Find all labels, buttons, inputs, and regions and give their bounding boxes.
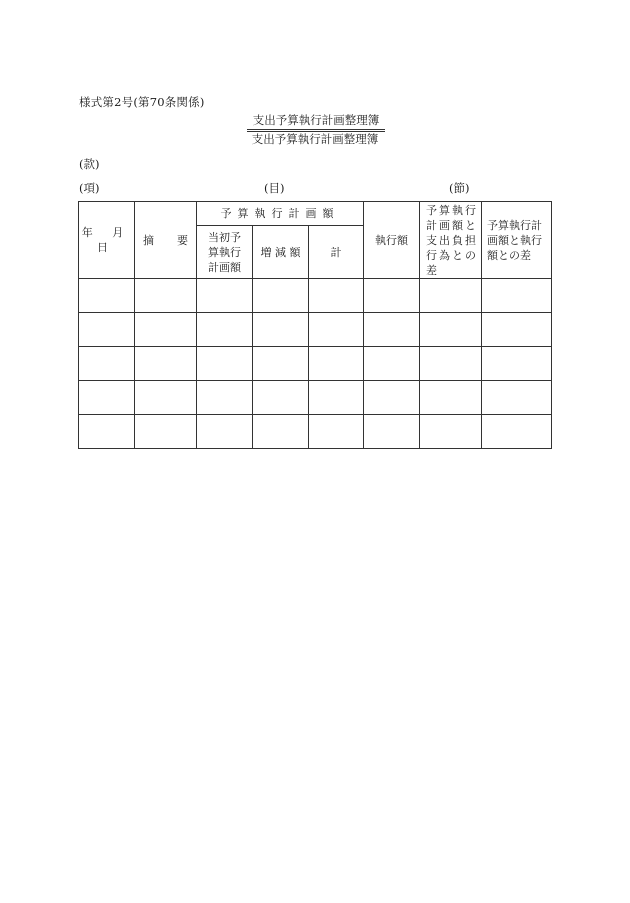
ledger-table	[78, 201, 552, 449]
header-initial-l2: 算執行	[208, 245, 241, 259]
header-initial-l3: 計画額	[208, 260, 241, 274]
table-cell	[309, 347, 364, 381]
table-cell	[253, 347, 309, 381]
table-cell	[253, 415, 309, 449]
table-cell	[135, 347, 197, 381]
table-cell	[135, 415, 197, 449]
header-diff-burden-l5: 差	[426, 263, 439, 277]
header-executed-text: 執行額	[375, 233, 408, 247]
header-executed	[364, 202, 420, 279]
header-change	[253, 226, 309, 279]
header-diff-burden-l1: 予算執行	[426, 203, 478, 217]
table-cell	[364, 313, 420, 347]
header-change-text: 増 減 額	[260, 245, 301, 259]
document-subtitle: 支出予算執行計画整理簿	[251, 132, 379, 146]
header-total	[309, 226, 364, 279]
table-row	[79, 313, 552, 347]
header-diff-exec	[482, 202, 552, 279]
table-row	[79, 347, 552, 381]
table-cell	[420, 347, 482, 381]
table-cell	[482, 313, 552, 347]
table-cell	[364, 415, 420, 449]
table-cell	[135, 313, 197, 347]
table-cell	[420, 279, 482, 313]
table-cell	[135, 381, 197, 415]
table-cell	[253, 313, 309, 347]
table-cell	[253, 381, 309, 415]
table-row	[79, 279, 552, 313]
table-cell	[197, 313, 253, 347]
table-row	[79, 381, 552, 415]
table-cell	[482, 279, 552, 313]
header-diff-exec-l3: 額との差	[487, 248, 531, 262]
header-initial-l1: 当初予	[208, 230, 241, 244]
header-summary-a: 摘	[143, 233, 154, 247]
table-cell	[309, 415, 364, 449]
table-cell	[197, 381, 253, 415]
header-total-text: 計	[330, 245, 342, 259]
table-cell	[79, 347, 135, 381]
header-date	[79, 202, 135, 279]
setsu-label: (節)	[449, 181, 470, 195]
table-cell	[420, 381, 482, 415]
header-diff-exec-l1: 予算執行計	[487, 218, 542, 232]
table-cell	[482, 381, 552, 415]
header-summary	[135, 202, 197, 279]
table-cell	[364, 381, 420, 415]
header-plan-amount	[197, 202, 364, 226]
table-cell	[420, 313, 482, 347]
table-cell	[364, 279, 420, 313]
table-cell	[482, 415, 552, 449]
table-cell	[79, 381, 135, 415]
table-cell	[197, 347, 253, 381]
table-cell	[197, 279, 253, 313]
table-cell	[420, 415, 482, 449]
table-cell	[482, 347, 552, 381]
header-diff-burden-l2: 計画額と	[426, 218, 478, 232]
table-cell	[197, 415, 253, 449]
table-cell	[79, 279, 135, 313]
document-title-text: 支出予算執行計画整理簿	[247, 112, 386, 132]
table-cell	[79, 313, 135, 347]
moku-label: (目)	[264, 181, 285, 195]
table-row	[79, 415, 552, 449]
table-cell	[79, 415, 135, 449]
header-plan-amount-text: 予算執行計画額	[220, 207, 340, 220]
header-diff-exec-l2: 画額と執行	[487, 233, 542, 247]
header-date-text: 年 月 日	[81, 226, 132, 254]
header-initial	[197, 226, 253, 279]
table-cell	[309, 313, 364, 347]
header-diff-burden	[420, 202, 482, 279]
table-cell	[309, 381, 364, 415]
table-cell	[253, 279, 309, 313]
form-number-label: 様式第2号(第70条関係)	[79, 95, 205, 109]
table-cell	[364, 347, 420, 381]
table-cell	[135, 279, 197, 313]
header-diff-burden-l3: 支出負担	[426, 233, 478, 247]
table-cell	[309, 279, 364, 313]
header-diff-burden-l4: 行為との	[426, 248, 478, 262]
header-summary-b: 要	[177, 233, 188, 247]
kan-label: (款)	[79, 157, 100, 171]
kou-label: (項)	[79, 181, 100, 195]
header-row-top	[79, 202, 552, 226]
document-title	[0, 112, 630, 132]
